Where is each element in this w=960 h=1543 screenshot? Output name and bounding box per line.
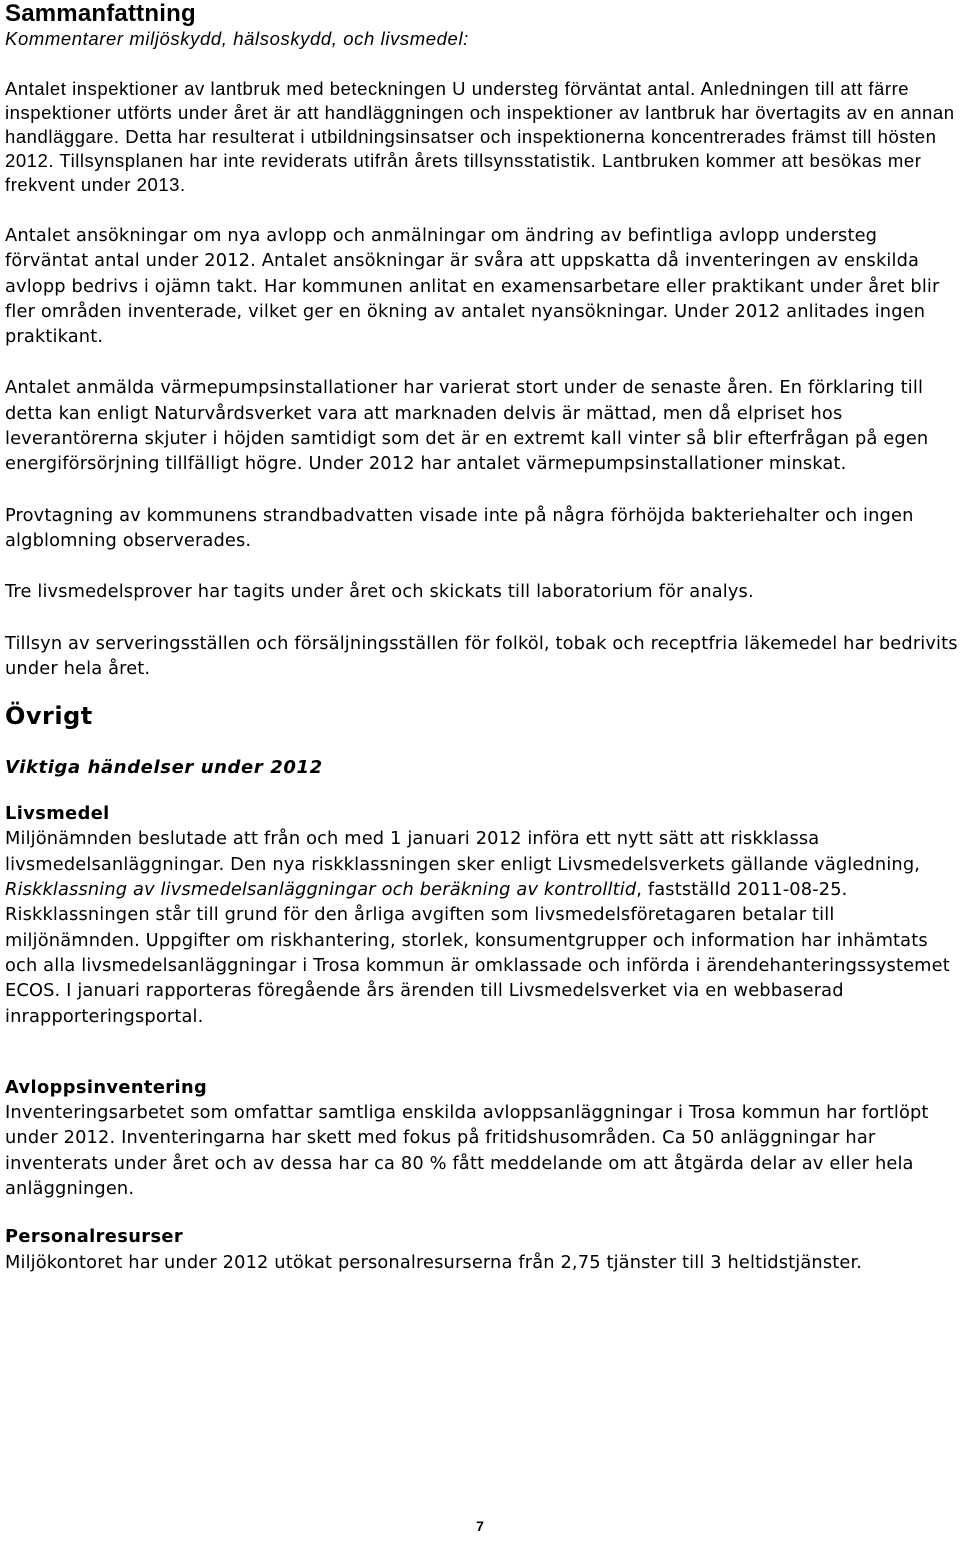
livsmedel-guideline-title: Riskklassning av livsmedelsanläggningar och beräkning av kontrolltid — [5, 879, 637, 901]
avlopp-paragraph: Inventeringsarbetet som omfattar samtliga enskilda avloppsanläggningar i Trosa kommun har fortlöpt under 2012. Inventeringarna har skett med fokus på fritidshusområden. Ca 50 anläggningar har inventerats under året och av dessa har ca 80 % fått meddelande om att åtgärda delar av eller hela anläggningen. — [5, 1102, 929, 1200]
ovrigt-title: Övrigt — [5, 702, 93, 731]
summary-paragraph-food-samples: Tre livsmedelsprover har tagits under året och skickats till laboratorium för analys. — [5, 581, 754, 603]
summary-paragraph-licensing: Tillsyn av serveringsställen och försäljningsställen för folköl, tobak och receptfria läkemedel har bedrivits under hela året. — [5, 632, 958, 679]
document-page — [5, 0, 960, 1275]
summary-paragraph-sewage: Antalet ansökningar om nya avlopp och anmälningar om ändring av befintliga avlopp understeg förväntat antal under 2012. Antalet ansökningar är svåra att uppskatta då inventeringen av enskilda avlopp bedrivs i ojämn takt. Har kommunen anlitat en examensarbetare eller praktikant under året blir fler områden inventerade, vilket ger en ökning av antalet nyansökningar. Under 2012 anlitades ingen praktikant. — [5, 225, 940, 348]
personal-heading: Personalresurser — [5, 1226, 184, 1248]
livsmedel-text-b: , fastställd 2011-08-25. — [636, 879, 848, 901]
avlopp-heading: Avloppsinventering — [5, 1076, 208, 1098]
livsmedel-text-a: Miljönämnden beslutade att från och med 1 januari 2012 införa ett nytt sätt att riskklassa livsmedelsanläggningar. Den nya riskklassningen sker enligt Livsmedelsverkets gällande vägledning, — [5, 828, 921, 875]
ovrigt-subtitle: Viktiga händelser under 2012 — [5, 757, 323, 779]
livsmedel-paragraph — [5, 826, 960, 902]
summary-paragraph-bathing-water: Provtagning av kommunens strandbadvatten visade inte på några förhöjda bakteriehalter och ingen algblomning observerades. — [5, 504, 914, 551]
summary-paragraph-agriculture: Antalet inspektioner av lantbruk med beteckningen U understeg förväntat antal. Anledningen till att färre inspektioner utförts under året är att handläggningen och inspektioner av lantbruk har övertagits av en annan handläggare. Detta har resulterat i utbildningsinsatser och inspektionerna koncentrerades främst till hösten 2012. Tillsynsplanen har inte reviderats utifrån årets tillsynsstatistik. Lantbruken kommer att besökas mer frekvent under 2013. — [5, 78, 955, 195]
summary-subtitle: Kommentarer miljöskydd, hälsoskydd, och livsmedel: — [5, 28, 469, 49]
personal-paragraph: Miljökontoret har under 2012 utökat personalresurserna från 2,75 tjänster till 3 heltidstjänster. — [5, 1251, 863, 1273]
page-number: 7 — [476, 1518, 484, 1534]
summary-title: Sammanfattning — [5, 0, 196, 27]
summary-paragraph-heatpumps: Antalet anmälda värmepumpsinstallationer har varierat stort under de senaste åren. En förklaring till detta kan enligt Naturvårdsverket vara att marknaden delvis är mättad, men då elpriset hos leverantörerna skjuter i höjden samtidigt som det är en extremt kall vinter så blir efterfrågan på egen energiförsörjning tillfälligt högre. Under 2012 har antalet värmepumpsinstallationer minskat. — [5, 377, 929, 475]
livsmedel-paragraph-2: Riskklassningen står till grund för den årliga avgiften som livsmedelsföretagaren betalar till miljönämnden. Uppgifter om riskhantering, storlek, konsumentgrupper och information har inhämtats och alla livsmedelsanläggningar i Trosa kommun är omklassade och införda i ärendehanteringssystemet ECOS. I januari rapporteras föregående års ärenden till Livsmedelsverket via en webbaserad inrapporteringsportal. — [5, 904, 950, 1027]
livsmedel-heading: Livsmedel — [5, 803, 110, 825]
